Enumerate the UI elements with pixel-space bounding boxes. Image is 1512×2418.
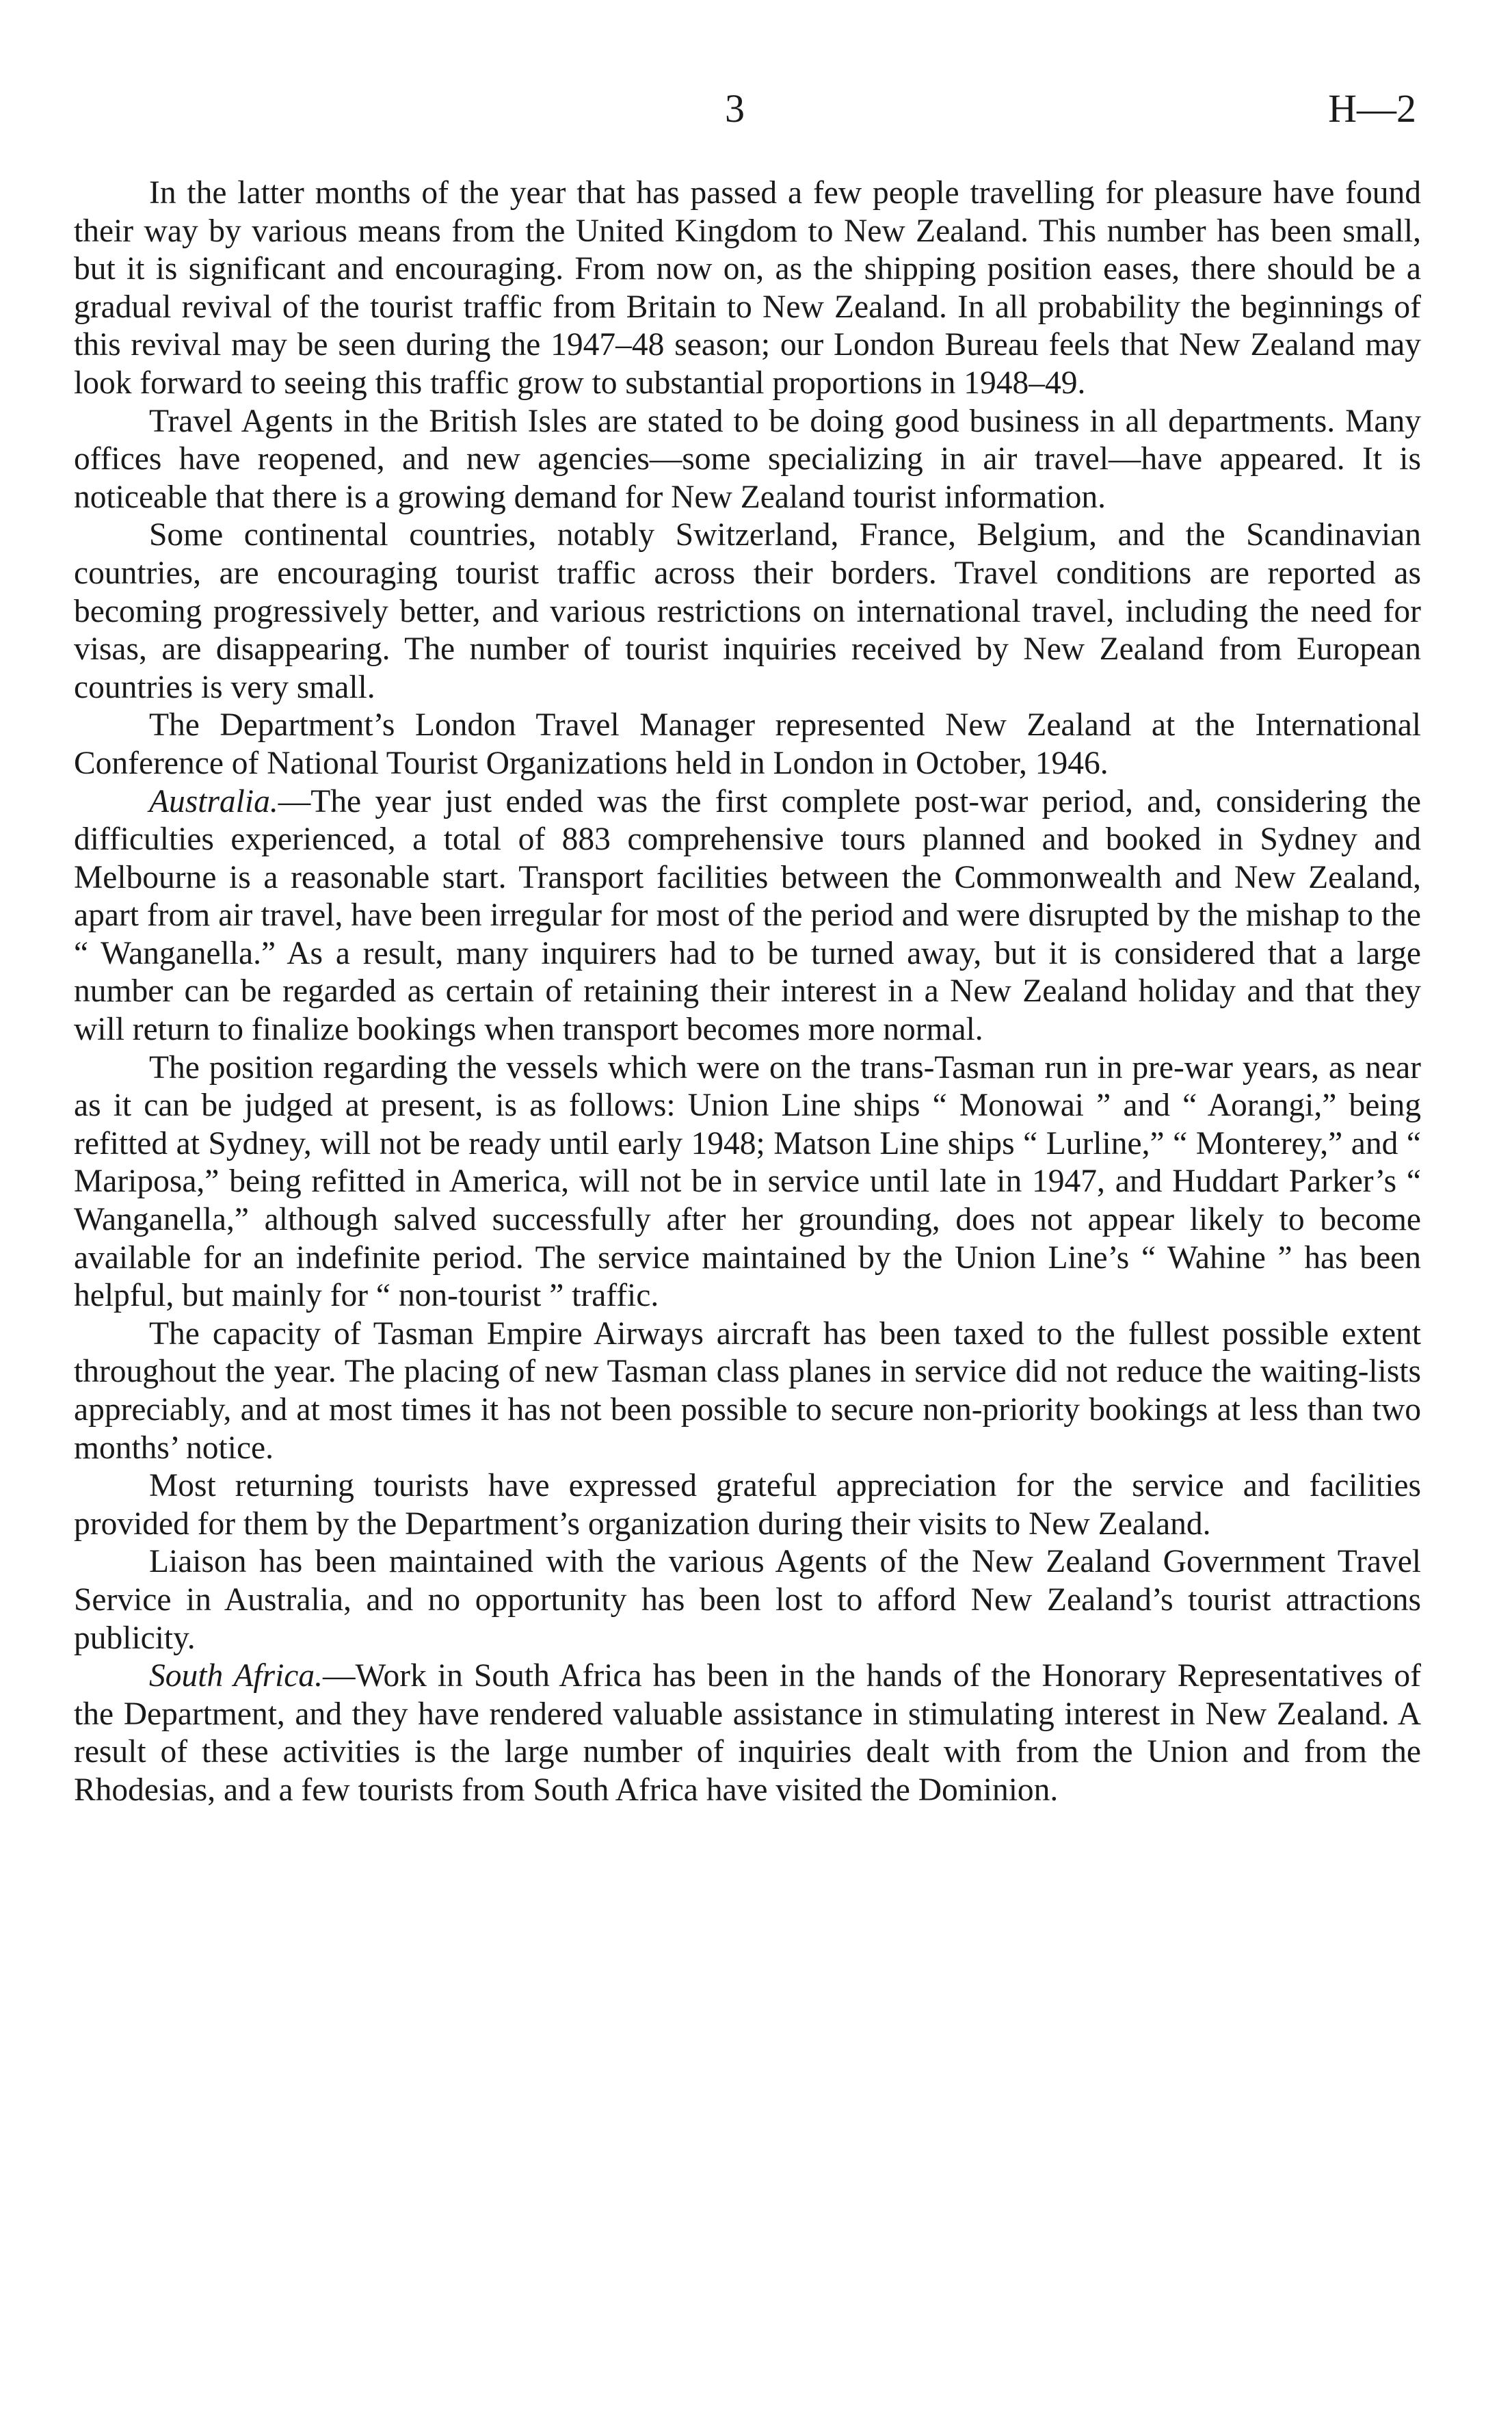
paragraph-text: Liaison has been maintained with the various Agents of the New Zealand Government Travel Service in Australia, and no opportunity has been lost to afford New Zealand’s tourist attractions publicity. [74,1544,1421,1656]
paragraph [74,516,1421,707]
section-heading-south-africa: South Africa. [149,1658,323,1694]
paragraph-text: The capacity of Tasman Empire Airways aircraft has been taxed to the fullest possible extent throughout the year. The placing of new Tasman class planes in service did not reduce the waiting-lists appreciably, and at most times it has not been possible to secure non-priority bookings at less than two months’ notice. [74,1315,1421,1466]
paragraph-south-africa [74,1657,1421,1809]
paragraph-text: Most returning tourists have expressed grateful appreciation for the service and facilities provided for them by the Department’s organization during their visits to New Zealand. [74,1468,1421,1542]
paragraph-text: Travel Agents in the British Isles are stated to be doing good business in all departments. Many offices have reopened, and new agencies—some specializing in air travel—have appeared. It is noticeable that there is a growing demand for New Zealand tourist information. [74,403,1421,515]
paragraph [74,707,1421,783]
paragraph [74,1049,1421,1315]
section-heading-australia: Australia. [149,783,278,819]
body-text [74,174,1421,1810]
paragraph-text: The Department’s London Travel Manager represented New Zealand at the International Conference of National Tourist Organizations held in London in October, 1946. [74,707,1421,781]
page-number: 3 [725,86,745,131]
paragraph [74,1467,1421,1543]
paragraph [74,174,1421,403]
paragraph [74,1543,1421,1657]
paragraph-text: Some continental countries, notably Switzerland, France, Belgium, and the Scandinavian countries, are encouraging tourist traffic across their borders. Travel conditions are reported as becoming progressively better, and various restrictions on international travel, including the need for visas, are disappearing. The number of tourist inquiries received by New Zealand from European countries is very small. [74,517,1421,705]
paragraph [74,403,1421,517]
paragraph-text: The position regarding the vessels which were on the trans-Tasman run in pre-war years, as near as it can be judged at present, is as follows: Union Line ships “ Monowai ” and “ Aorangi,” being refitted at Sydney, will not be ready until early 1948; Matson Line ships “ Lurline,” “ Monterey,” and “ Mariposa,” being refitted in America, will not be in service until late in 1947, and Huddart Parker’s “ Wanganella,” although salved successfully after her grounding, does not appear likely to become available for an indefinite period. The service maintained by the Union Line’s “ Wahine ” has been helpful, but mainly for “ non-tourist ” traffic. [74,1049,1421,1314]
paragraph [74,1315,1421,1467]
paragraph-text: In the latter months of the year that has passed a few people travelling for pleasure have found their way by various means from the United Kingdom to New Zealand. This number has been small, but it is significant and encouraging. From now on, as the shipping position eases, there should be a gradual revival of the tourist traffic from Britain to New Zealand. In all probability the beginnings of this revival may be seen during the 1947–48 season; our London Bureau feels that New Zealand may look forward to seeing this traffic grow to substantial proportions in 1948–49. [74,175,1421,401]
document-reference: H—2 [1328,86,1416,131]
paragraph-text: —Work in South Africa has been in the hands of the Honorary Representatives of the Department, and they have rendered valuable assistance in stimulating interest in New Zealand. A result of these activities is the large number of inquiries dealt with from the Union and from the Rhodesias, and a few tourists from South Africa have visited the Dominion. [74,1658,1421,1808]
paragraph-australia [74,783,1421,1049]
paragraph-text: —The year just ended was the first complete post-war period, and, considering the difficulties experienced, a total of 883 comprehensive tours planned and booked in Sydney and Melbourne is a reasonable start. Transport facilities between the Commonwealth and New Zealand, apart from air travel, have been irregular for most of the period and were disrupted by the mishap to the “ Wanganella.” As a result, many inquirers had to be turned away, but it is considered that a large number can be regarded as certain of retaining their interest in a New Zealand holiday and that they will return to finalize bookings when transport becomes more normal. [74,783,1421,1048]
